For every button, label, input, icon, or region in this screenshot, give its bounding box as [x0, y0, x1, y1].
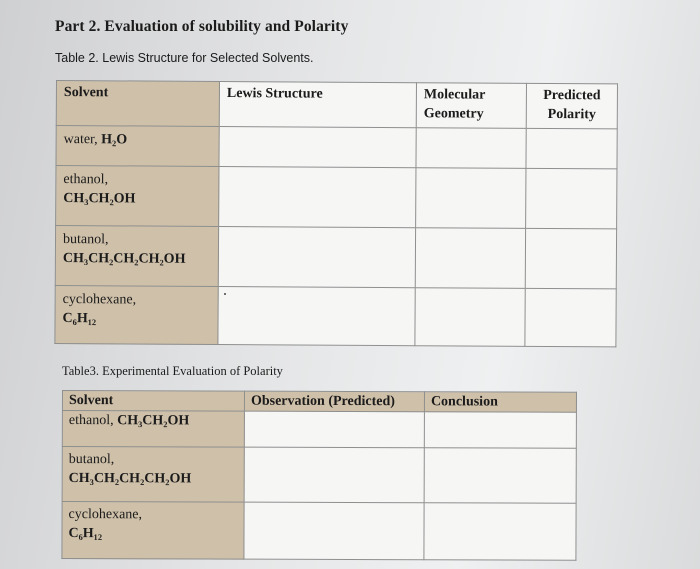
header-conclusion — [424, 392, 576, 413]
conclusion-cell[interactable] — [424, 412, 576, 449]
solvent-cell — [56, 166, 219, 227]
table-header-row — [56, 81, 617, 129]
conclusion-cell[interactable] — [424, 448, 576, 504]
solvent-formula: CH₃CH₂CH₂CH₂OH — [62, 251, 186, 267]
solvent-cell — [55, 226, 218, 287]
predicted-polarity-cell[interactable] — [525, 228, 616, 289]
table-row — [56, 126, 617, 169]
solvent-name: butanol, — [62, 232, 109, 248]
solvent-formula: C₆H₁₂ — [68, 526, 103, 542]
table-row — [56, 166, 617, 229]
solvent-name: cyclohexane, — [62, 292, 137, 308]
solvent-cell — [62, 411, 244, 448]
lewis-structure-cell[interactable] — [218, 286, 415, 345]
header-solvent — [62, 391, 244, 412]
solvent-name: water, — [63, 132, 98, 148]
lewis-structure-table — [54, 80, 618, 347]
conclusion-cell[interactable] — [424, 503, 576, 561]
solvent-cell — [55, 285, 218, 344]
header-molecular-geometry — [416, 83, 526, 129]
table-row — [55, 285, 616, 346]
header-lewis-structure — [219, 81, 416, 127]
table-header-row — [62, 391, 576, 413]
table3-caption: Table3. Experimental Evaluation of Polarity — [62, 364, 283, 378]
predicted-polarity-cell[interactable] — [526, 128, 617, 169]
stray-pen-mark — [224, 293, 226, 295]
solvent-name: ethanol, — [63, 172, 109, 188]
solvent-formula: CH₃CH₂OH — [117, 413, 190, 429]
page-title: Part 2. Evaluation of solubility and Polarity — [55, 18, 349, 35]
header-solvent-label: Solvent — [68, 393, 114, 409]
molecular-geometry-cell[interactable] — [416, 128, 526, 169]
experimental-polarity-table — [61, 390, 577, 561]
table2-caption: Table 2. Lewis Structure for Selected Solvents. — [55, 51, 314, 65]
solvent-cell — [56, 126, 219, 167]
lewis-structure-cell[interactable] — [219, 126, 416, 167]
observation-cell[interactable] — [244, 411, 424, 448]
molecular-geometry-cell[interactable] — [415, 228, 525, 289]
predicted-polarity-cell[interactable] — [526, 168, 617, 229]
observation-cell[interactable] — [244, 447, 424, 503]
lewis-structure-cell[interactable] — [218, 226, 415, 287]
solvent-cell — [62, 502, 244, 560]
solvent-cell — [62, 447, 244, 503]
table-row — [62, 502, 576, 561]
molecular-geometry-cell[interactable] — [415, 288, 525, 347]
solvent-formula: C₆H₁₂ — [62, 311, 97, 327]
molecular-geometry-cell[interactable] — [416, 168, 526, 229]
table-row — [55, 226, 616, 289]
header-molecular-geometry-label: Molecular Geometry — [423, 87, 486, 122]
header-lewis-structure-label: Lewis Structure — [226, 86, 323, 102]
solvent-name: cyclohexane, — [68, 507, 143, 523]
header-predicted-polarity-label: Predicted Polarity — [543, 87, 601, 123]
solvent-name: ethanol, — [68, 413, 114, 429]
header-solvent-label: Solvent — [63, 85, 109, 101]
lewis-structure-cell[interactable] — [219, 166, 416, 227]
header-solvent — [56, 81, 219, 127]
header-observation — [244, 391, 424, 412]
table-row — [62, 411, 576, 449]
header-predicted-polarity — [526, 83, 617, 129]
solvent-formula: CH₃CH₂OH — [63, 191, 136, 207]
predicted-polarity-cell[interactable] — [525, 288, 616, 347]
solvent-formula: H₂O — [101, 132, 128, 148]
header-conclusion-label: Conclusion — [430, 394, 498, 410]
header-observation-label: Observation (Predicted) — [250, 393, 395, 410]
solvent-formula: CH₃CH₂CH₂CH₂OH — [68, 471, 192, 487]
observation-cell[interactable] — [244, 502, 424, 560]
solvent-name: butanol, — [68, 452, 115, 468]
table-row — [62, 447, 576, 504]
